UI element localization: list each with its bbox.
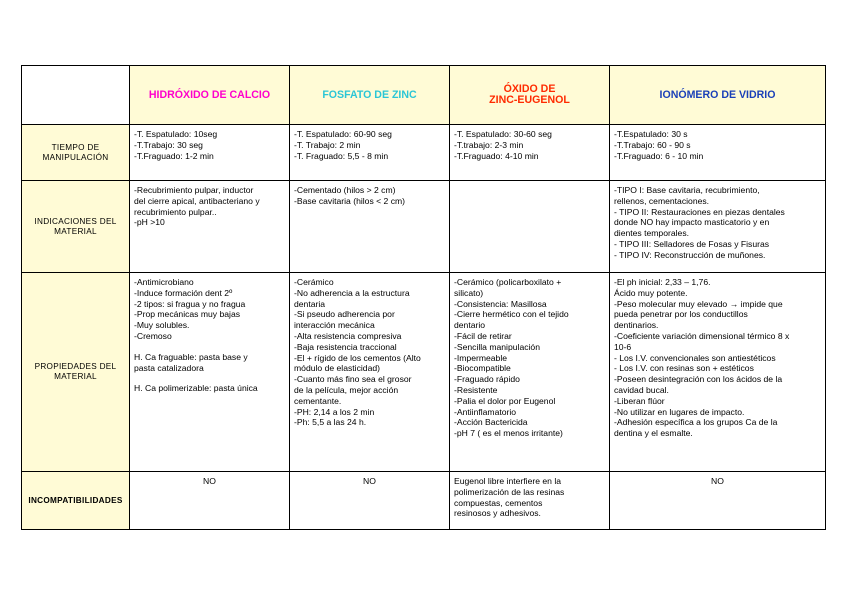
cell-line: H. Ca fraguable: pasta base y xyxy=(134,351,248,362)
row-label-line: MATERIAL xyxy=(54,226,97,236)
cell-line: 10-6 xyxy=(614,341,632,352)
cell-incompat-c1: NO xyxy=(130,472,290,530)
row-tiempo-manipulacion xyxy=(22,125,826,181)
cell-line: silicato) xyxy=(454,287,484,298)
cell-line: - TIPO IV: Reconstrucción de muñones. xyxy=(614,249,766,260)
row-label-tiempo xyxy=(22,125,130,181)
cell-line: Ácido muy potente. xyxy=(614,287,688,298)
cell-line: -Poseen desintegración con los ácidos de la xyxy=(614,374,783,385)
cell-line: de la película, mejor acción xyxy=(294,384,399,395)
row-label-line: PROPIEDADES DEL xyxy=(34,362,117,371)
cell-line: -Cierre hermético con el tejido xyxy=(454,309,569,320)
cell-indicaciones-c2 xyxy=(290,181,450,273)
cell-line: cementante. xyxy=(294,395,342,406)
cell-line: cavidad bucal. xyxy=(614,384,669,395)
cell-line: -Adhesión específica a los grupos Ca de la xyxy=(614,417,778,428)
cell-line: -Muy solubles. xyxy=(134,320,190,331)
cell-line: H. Ca polimerizable: pasta única xyxy=(134,383,258,394)
cell-propiedades-c2 xyxy=(290,273,450,472)
cell-line: -pH >10 xyxy=(134,217,165,228)
cell-line: -Prop mecánicas muy bajas xyxy=(134,309,241,320)
cell-tiempo-c1 xyxy=(130,125,290,181)
header-corner xyxy=(22,66,130,125)
cell-incompat-c3 xyxy=(450,472,610,530)
cell-line: del cierre apical, antibacteriano y xyxy=(134,195,260,206)
cell-line: -T. Espatulado: 60-90 seg xyxy=(294,129,392,139)
cell-line: -Antiinflamatorio xyxy=(454,406,517,417)
cell-line: dientes temporales. xyxy=(614,228,689,239)
cell-line: -T.trabajo: 2-3 min xyxy=(454,139,524,150)
cell-line: pasta catalizadora xyxy=(134,362,204,373)
cell-line: -Coeficiente variación dimensional térmico 8 x xyxy=(614,330,790,341)
header-oxido-zinc-eugenol xyxy=(450,66,610,125)
cell-line: - Los I.V. con resinas son + estéticos xyxy=(614,363,754,374)
cell-indicaciones-c3 xyxy=(450,181,610,273)
cell-line: -Peso molecular muy elevado → impide que xyxy=(614,298,783,309)
cell-indicaciones-c4 xyxy=(610,181,826,273)
cell-line: -Acción Bactericida xyxy=(454,417,528,428)
cell-line xyxy=(134,342,285,352)
cell-line: dentario xyxy=(454,320,486,331)
cell-line: interacción mecánica xyxy=(294,320,375,331)
cell-line: -T.Trabajo: 60 - 90 s xyxy=(614,139,691,150)
cell-line: -2 tipos: si fragua y no fragua xyxy=(134,298,246,309)
cell-propiedades-c3 xyxy=(450,273,610,472)
cell-line: -T. Espatulado: 30-60 seg xyxy=(454,129,552,139)
cell-tiempo-c4 xyxy=(610,125,826,181)
cell-line: -Resistente xyxy=(454,384,498,395)
cell-line: dentinarios. xyxy=(614,320,659,331)
cell-line: -Ph: 5,5 a las 24 h. xyxy=(294,417,367,428)
cell-line: -T.Trabajo: 30 seg xyxy=(134,139,203,150)
cell-line: módulo de elasticidad) xyxy=(294,363,380,374)
cell-tiempo-c2 xyxy=(290,125,450,181)
cell-line: -Cerámico xyxy=(294,277,334,287)
header-col3-line1: ÓXIDO DE xyxy=(503,83,556,96)
cell-line: -Alta resistencia compresiva xyxy=(294,330,402,341)
row-label-line: MATERIAL xyxy=(54,372,97,381)
cell-line: dentaria xyxy=(294,298,326,309)
header-hidroxido-calcio: HIDRÓXIDO DE CALCIO xyxy=(130,66,290,125)
cell-line: -Consistencia: Masillosa xyxy=(454,298,547,309)
cell-line: -Cuanto más fino sea el grosor xyxy=(294,374,412,385)
cell-line: compuestas, cementos xyxy=(454,497,543,508)
cell-line xyxy=(134,373,285,383)
row-label-propiedades xyxy=(22,273,130,472)
cell-line: -TIPO I: Base cavitaria, recubrimiento, xyxy=(614,185,760,195)
row-indicaciones xyxy=(22,181,826,273)
cell-line: -No adherencia a la estructura xyxy=(294,287,410,298)
cell-line: -T.Fraguado: 6 - 10 min xyxy=(614,150,704,161)
cell-line: -Antimicrobiano xyxy=(134,277,194,287)
cell-line: -El + rígido de los cementos (Alto xyxy=(294,352,421,363)
header-fosfato-zinc: FOSFATO DE ZINC xyxy=(290,66,450,125)
cell-line: -Sencilla manipulación xyxy=(454,341,540,352)
row-label-indicaciones xyxy=(22,181,130,273)
header-col3-line2: ZINC-EUGENOL xyxy=(489,94,570,106)
cell-line: -Induce formación dent 2º xyxy=(134,287,233,298)
row-incompatibilidades xyxy=(22,472,826,530)
cell-line: -Palia el dolor por Eugenol xyxy=(454,395,556,406)
cell-incompat-c4: NO xyxy=(610,472,826,530)
cell-line: -T. Espatulado: 10seg xyxy=(134,129,218,139)
cell-line: -Baja resistencia traccional xyxy=(294,341,397,352)
cell-line: -pH 7 ( es el menos irritante) xyxy=(454,428,563,439)
cell-line: -Impermeable xyxy=(454,352,508,363)
cell-line: pueda penetrar por los conductillos xyxy=(614,309,748,320)
cell-line: -No utilizar en lugares de impacto. xyxy=(614,406,745,417)
cell-line: - TIPO II: Restauraciones en piezas dentales xyxy=(614,206,785,217)
cell-propiedades-c1 xyxy=(130,273,290,472)
header-ionomero-vidrio: IONÓMERO DE VIDRIO xyxy=(610,66,826,125)
cell-line: -Cremoso xyxy=(134,330,172,341)
row-label-line: MANIPULACIÓN xyxy=(42,152,109,162)
cell-tiempo-c3 xyxy=(450,125,610,181)
cell-incompat-c2: NO xyxy=(290,472,450,530)
cell-propiedades-c4 xyxy=(610,273,826,472)
cell-line: -T.Espatulado: 30 s xyxy=(614,129,688,139)
cell-line: -T.Fraguado: 1-2 min xyxy=(134,150,214,161)
cell-line: -Biocompatible xyxy=(454,363,511,374)
cell-line: -T. Fraguado: 5,5 - 8 min xyxy=(294,150,389,161)
cell-line: -PH: 2,14 a los 2 min xyxy=(294,406,375,417)
cell-line: donde NO hay impacto masticatorio y en xyxy=(614,217,770,228)
cell-line: Eugenol libre interfiere en la xyxy=(454,476,562,486)
cell-line: -Fácil de retirar xyxy=(454,330,512,341)
cell-line: - Los I.V. convencionales son antiestéticos xyxy=(614,352,776,363)
cell-line: -Base cavitaria (hilos < 2 cm) xyxy=(294,195,406,206)
cell-line: -Recubrimiento pulpar, inductor xyxy=(134,185,254,195)
cell-line: resinosos y adhesivos. xyxy=(454,508,541,519)
cell-line: - TIPO III: Selladores de Fosas y Fisuras xyxy=(614,238,770,249)
row-label-incompatibilidades: INCOMPATIBILIDADES xyxy=(22,472,130,530)
cell-line: -Cerámico (policarboxilato + xyxy=(454,277,562,287)
row-propiedades xyxy=(22,273,826,472)
comparison-table xyxy=(21,65,826,530)
row-label-line: TIEMPO DE xyxy=(51,142,100,152)
cell-line: -Cementado (hilos > 2 cm) xyxy=(294,185,396,195)
cell-line: -T.Fraguado: 4-10 min xyxy=(454,150,539,161)
cell-line: -Si pseudo adherencia por xyxy=(294,309,395,320)
cell-line: -Liberan flúor xyxy=(614,395,665,406)
cell-line: recubrimiento pulpar.. xyxy=(134,206,217,217)
cell-line: -Fraguado rápido xyxy=(454,374,520,385)
cell-indicaciones-c1 xyxy=(130,181,290,273)
cell-line: -T. Trabajo: 2 min xyxy=(294,139,361,150)
cell-line: polimerización de las resinas xyxy=(454,486,565,497)
header-row xyxy=(22,66,826,125)
cell-line: -El ph inicial: 2,33 – 1,76. xyxy=(614,277,711,287)
cell-line: dentina y el esmalte. xyxy=(614,428,693,439)
cell-line: rellenos, cementaciones. xyxy=(614,195,710,206)
row-label-line: INDICACIONES DEL xyxy=(34,216,117,226)
